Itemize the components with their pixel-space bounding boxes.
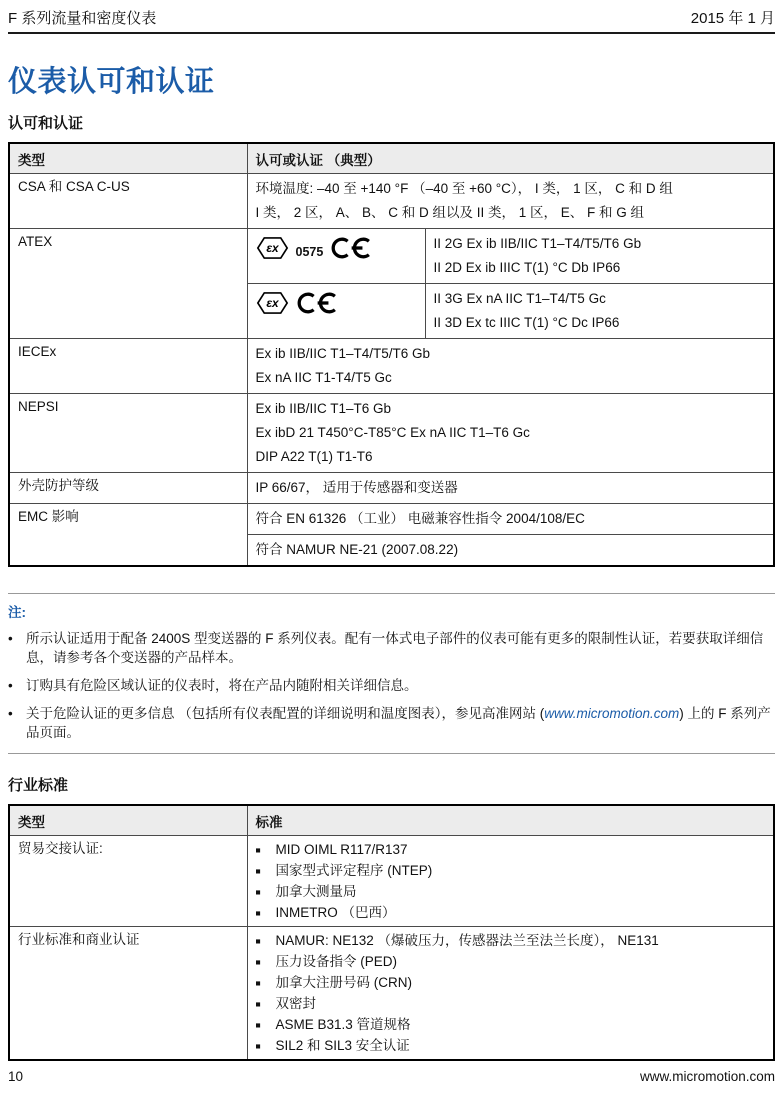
csa-label: CSA 和 CSA C-US [9,174,247,229]
industry-header-type: 类型 [9,805,247,836]
row-custody-transfer [9,836,774,927]
approvals-header-type: 类型 [9,143,247,174]
list-item [256,972,766,993]
bullet-square-icon: ■ [255,977,261,988]
notes-label: 注: [8,605,26,620]
commercial-item-1: NAMUR: NE132 （爆破压力，传感器法兰至法兰长度）， NE131 [275,932,659,948]
note-item-2 [8,672,775,700]
iecex-line-2: Ex nA IIC T1-T4/T5 Gc [255,370,392,385]
list-item [256,860,766,881]
list-item [256,839,766,860]
bullet-square-icon: ■ [255,956,261,967]
nepsi-label: NEPSI [9,394,247,473]
page-number: 10 [8,1069,24,1084]
commercial-item-5: ASME B31.3 管道规格 [275,1016,411,1032]
doc-footer [8,1069,775,1084]
row-industry-commercial [9,927,774,1061]
list-item [256,951,766,972]
note-text-3-post: ) 上的 F 系列产品页面。 [26,706,771,740]
atex-value-cell-1 [425,229,774,284]
doc-header-product: F 系列流量和密度仪表 [8,10,157,27]
approvals-header-row [9,143,774,174]
nepsi-line-3: DIP A22 T(1) T1-T6 [255,449,373,464]
notes-bottom-rule [8,753,775,754]
list-item [256,930,766,951]
doc-header-date: 2015 年 1 月 [690,10,775,27]
iecex-line-1: Ex ib IIB/IIC T1–T4/T5/T6 Gb [255,346,431,361]
approvals-header-value: 认可或认证 （典型） [247,143,774,174]
bullet-dot-icon: • [8,706,13,721]
enclosure-label: 外壳防护等级 [9,473,247,504]
iecex-value-cell [247,339,774,394]
note-text-2: 订购具有危险区域认证的仪表时，将在产品内随附相关详细信息。 [26,678,418,693]
emc-label: EMC 影响 [9,504,247,567]
custody-item-1: MID OIML R117/R137 [275,841,408,857]
atex-ex-hexagon-icon [256,236,289,263]
commercial-item-6: SIL2 和 SIL3 安全认证 [275,1037,410,1053]
custody-item-2: 国家型式评定程序 (NTEP) [275,862,433,878]
notes-block [8,593,775,754]
list-item [256,993,766,1014]
industry-header-standard: 标准 [247,805,774,836]
list-item [256,1014,766,1035]
row-iecex [9,339,774,394]
nepsi-line-1: Ex ib IIB/IIC T1–T6 Gb [255,401,392,416]
bullet-dot-icon: • [8,678,13,693]
bullet-square-icon: ■ [255,998,261,1009]
csa-value-cell [247,174,774,229]
atex-line-1: II 2G Ex ib IIB/IIC T1–T4/T5/T6 Gb [433,236,642,251]
bullet-square-icon: ■ [255,844,261,855]
note-text-3-pre: 关于危险认证的更多信息 （包括所有仪表配置的详细说明和温度图表），参见高准网站 ( [26,706,545,721]
note-item-3 [8,700,775,747]
emc-line-2: 符合 NAMUR NE-21 (2007.08.22) [255,542,459,557]
iecex-label: IECEx [9,339,247,394]
csa-line-2: I 类， 2 区， A、 B、 C 和 D 组以及 II 类， 1 区， E、 F 和 G 组 [255,205,645,220]
list-item [256,881,766,902]
note-text-1: 所示认证适用于配备 2400S 型变送器的 F 系列仪表。配有一体式电子部件的仪表可能有更多的限制性认证，若要获取详细信息，请参考各个变送器的产品样本。 [26,631,764,665]
atex-line-4: II 3D Ex tc IIIC T(1) °C Dc IP66 [433,315,620,330]
atex-marks-cell-1 [247,229,425,284]
bullet-square-icon: ■ [255,907,261,918]
ce-mark-icon [330,235,374,264]
notified-body-number: 0575 [295,245,324,259]
atex-ex-hexagon-icon [256,291,289,318]
note-item-1 [8,625,775,672]
commercial-label: 行业标准和商业认证 [9,927,247,1061]
csa-line-1: 环境温度: –40 至 +140 °F （–40 至 +60 °C）， I 类， 1 区， C 和 D 组 [255,181,673,196]
bullet-square-icon: ■ [255,886,261,897]
row-csa [9,174,774,229]
doc-header [8,0,775,34]
note-text-3 [26,704,775,742]
commercial-item-3: 加拿大注册号码 (CRN) [275,974,412,990]
bullet-square-icon: ■ [255,1019,261,1030]
atex-value-cell-2 [425,284,774,339]
bullet-square-icon: ■ [255,935,261,946]
atex-line-2: II 2D Ex ib IIIC T(1) °C Db IP66 [433,260,621,275]
custody-label: 贸易交接认证: [9,836,247,927]
atex-label: ATEX [9,229,247,339]
approvals-heading: 认可和认证 [8,115,84,132]
industry-table [8,804,775,1061]
nepsi-line-2: Ex ibD 21 T450°C-T85°C Ex nA IIC T1–T6 Gc [255,425,530,440]
page-title: 仪表认可和认证 [8,66,215,98]
atex-line-3: II 3G Ex nA IIC T1–T4/T5 Gc [433,291,606,306]
ce-mark-icon [296,290,340,319]
list-item [256,902,766,923]
micromotion-link[interactable]: www.micromotion.com [544,706,680,721]
footer-url: www.micromotion.com [639,1069,775,1084]
bullet-dot-icon: • [8,631,13,646]
commercial-items-cell [247,927,774,1061]
nepsi-value-cell [247,394,774,473]
atex-marks-cell-2 [247,284,425,339]
bullet-square-icon: ■ [255,1040,261,1051]
custody-item-3: 加拿大测量局 [275,883,357,899]
list-item [256,1035,766,1056]
commercial-item-2: 压力设备指令 (PED) [275,953,397,969]
emc-value-cell-2 [247,535,774,567]
emc-value-cell-1 [247,504,774,535]
approvals-table [8,142,775,567]
svg-text:εx: εx [265,296,279,311]
emc-line-1: 符合 EN 61326 （工业） 电磁兼容性指令 2004/108/EC [255,511,585,526]
commercial-item-4: 双密封 [275,995,316,1011]
industry-heading: 行业标准 [8,777,69,794]
custody-item-4: INMETRO （巴西） [275,904,396,920]
row-nepsi [9,394,774,473]
enclosure-line-1: IP 66/67， 适用于传感器和变送器 [255,480,458,495]
row-atex-1 [9,229,774,284]
enclosure-value-cell [247,473,774,504]
industry-header-row [9,805,774,836]
row-emc-1 [9,504,774,535]
svg-text:εx: εx [265,241,279,256]
custody-items-cell [247,836,774,927]
row-enclosure [9,473,774,504]
bullet-square-icon: ■ [255,865,261,876]
